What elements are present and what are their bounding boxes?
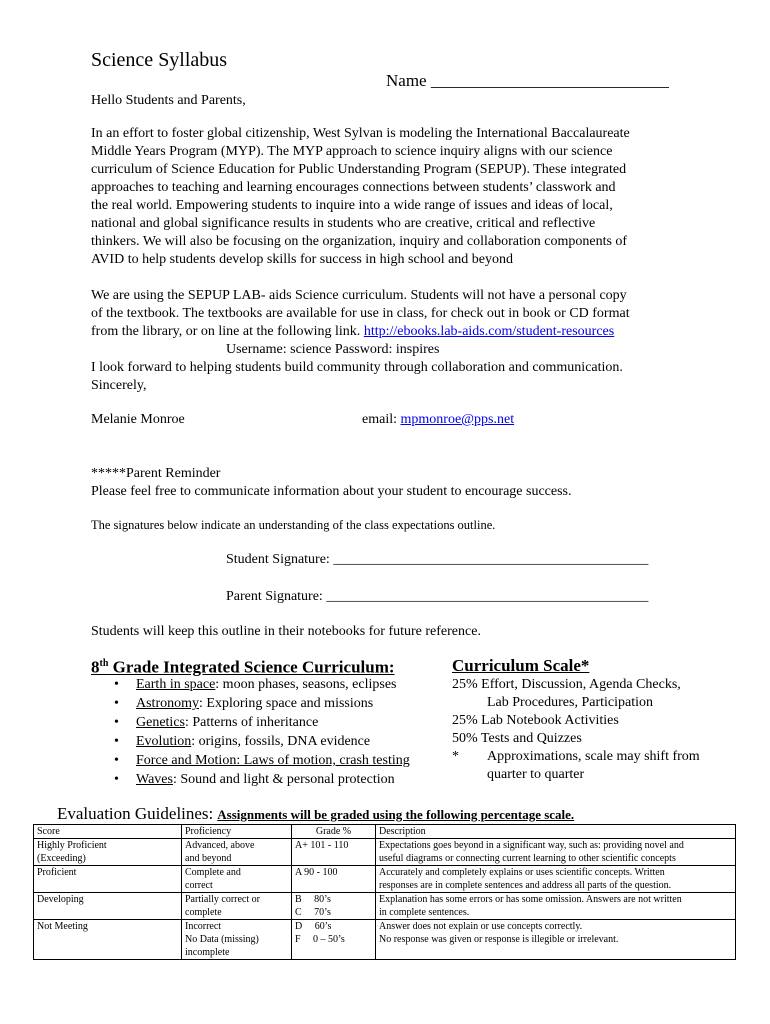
scale-line: 25% Effort, Discussion, Agenda Checks, — [452, 677, 681, 692]
cell-line: A+ 101 - 110 — [295, 840, 349, 851]
intro-line: curriculum of Science Education for Public Understanding Program (SEPUP). These integrated — [91, 162, 627, 177]
name-blank: ____________________________ — [430, 71, 669, 90]
cell-line: Not Meeting — [37, 921, 88, 932]
proficiency-cell — [182, 893, 292, 920]
table-row — [34, 920, 736, 960]
cell-line: in complete sentences. — [379, 907, 470, 918]
library-text: from the library, or on line at the following link. — [91, 324, 361, 339]
topic-term: Earth in space — [136, 677, 216, 692]
greeting: Hello Students and Parents, — [91, 93, 246, 108]
sepup-line: We are using the SEPUP LAB- aids Science curriculum. Students will not have a personal copy — [91, 288, 627, 303]
score-cell — [34, 893, 182, 920]
topic-term: Waves — [136, 772, 173, 787]
table-header-row — [34, 825, 736, 839]
description-cell — [376, 839, 736, 866]
topic-desc: : origins, fossils, DNA evidence — [191, 734, 371, 749]
topic-desc: : Patterns of inheritance — [184, 715, 319, 730]
closing-line: I look forward to helping students build community through collaboration and communication. — [91, 360, 623, 375]
header-proficiency: Proficiency — [182, 825, 292, 839]
proficiency-cell — [182, 866, 292, 893]
cell-line: A 90 - 100 — [295, 867, 338, 878]
cell-line: No response was given or response is illegible or irrelevant. — [379, 934, 619, 945]
grade-cell — [292, 920, 376, 960]
email-link[interactable]: mpmonroe@pps.net — [400, 412, 515, 427]
email-line — [362, 411, 514, 429]
teacher-name: Melanie Monroe — [91, 412, 185, 427]
curriculum-heading-text: Grade Integrated Science Curriculum: — [108, 657, 395, 677]
parent-signature-label: Parent Signature: — [226, 589, 323, 604]
grade-number: 8 — [91, 657, 100, 677]
credentials: Username: science Password: inspires — [226, 342, 440, 357]
name-field — [386, 71, 669, 91]
intro-line: approaches to teaching and learning encourages connections between students’ classwork and — [91, 180, 616, 195]
evaluation-title: Evaluation Guidelines: — [57, 804, 214, 823]
grade-suffix: th — [99, 658, 109, 669]
library-line — [91, 323, 681, 341]
intro-paragraph — [91, 125, 681, 269]
intro-line: AVID to help students develop skills for success in high school and beyond — [91, 252, 514, 267]
table-row — [34, 893, 736, 920]
topic-desc: : Sound and light & personal protection — [172, 772, 395, 787]
cell-line: D 60’s — [295, 921, 332, 932]
cell-line: Highly Proficient — [37, 840, 107, 851]
scale-line: 50% Tests and Quizzes — [452, 731, 582, 746]
grade-cell — [292, 839, 376, 866]
student-signature-label: Student Signature: — [226, 552, 330, 567]
cell-line: Incorrect — [185, 921, 222, 932]
sepup-paragraph — [91, 287, 681, 395]
cell-line: Accurately and completely explains or uses scientific concepts. Written — [379, 867, 665, 878]
resources-link[interactable]: http://ebooks.lab-aids.com/student-resources — [363, 324, 615, 339]
intro-line: national and global significance results in students who are creative, critical and reflective — [91, 216, 596, 231]
description-cell — [376, 893, 736, 920]
scale-heading: Curriculum Scale* — [452, 656, 590, 675]
parent-reminder: *****Parent Reminder — [91, 466, 221, 481]
signature-note: The signatures below indicate an understanding of the class expectations outline. — [91, 518, 496, 532]
evaluation-heading — [57, 803, 574, 826]
table-row — [34, 839, 736, 866]
evaluation-table — [33, 824, 736, 960]
sepup-line: of the textbook. The textbooks are available for use in class, for check out in book or CD format — [91, 306, 630, 321]
cell-line: F 0 – 50’s — [295, 934, 345, 945]
cell-line: Explanation has some errors or has some omission. Answers are not written — [379, 894, 682, 905]
cell-line: Partially correct or — [185, 894, 260, 905]
sincerely: Sincerely, — [91, 378, 147, 393]
cell-line: complete — [185, 907, 222, 918]
cell-line: (Exceeding) — [37, 853, 86, 864]
intro-line: the real world. Empowering students to inquire into a wide range of issues and ideas of local, — [91, 198, 613, 213]
cell-line: Advanced, above — [185, 840, 255, 851]
description-cell — [376, 920, 736, 960]
cell-line: useful diagrams or connecting current learning to other scientific concepts — [379, 853, 676, 864]
scale-note: Approximations, scale may shift from — [487, 749, 700, 764]
cell-line: No Data (missing) — [185, 934, 259, 945]
list-item — [114, 770, 410, 789]
score-cell — [34, 839, 182, 866]
page-title: Science Syllabus — [91, 49, 228, 71]
proficiency-cell — [182, 839, 292, 866]
intro-line: thinkers. We will also be focusing on the organization, inquiry and collaboration components of — [91, 234, 628, 249]
intro-line: In an effort to foster global citizenship, West Sylvan is modeling the International Baccalaureate — [91, 126, 630, 141]
parent-signature-line[interactable]: ______________________________________________ — [326, 589, 649, 604]
topic-term: Evolution — [136, 734, 192, 749]
table-row — [34, 866, 736, 893]
email-label: email: — [362, 412, 397, 427]
proficiency-cell — [182, 920, 292, 960]
list-item — [114, 751, 410, 770]
header-grade: Grade % — [292, 825, 376, 839]
reminder-text: Please feel free to communicate information about your student to encourage success. — [91, 484, 572, 499]
student-signature-line[interactable]: _____________________________________________ — [333, 552, 649, 567]
grade-cell — [292, 866, 376, 893]
cell-line: correct — [185, 880, 213, 891]
parent-signature — [226, 588, 648, 606]
name-label: Name — [386, 71, 427, 90]
topic-desc: : moon phases, seasons, eclipses — [215, 677, 397, 692]
student-signature — [226, 551, 648, 569]
topic-term: Genetics — [136, 715, 185, 730]
cell-line: B 80’s — [295, 894, 331, 905]
cell-line: responses are in complete sentences and address all parts of the question. — [379, 880, 672, 891]
evaluation-subtitle: Assignments will be graded using the following percentage scale. — [217, 807, 575, 822]
list-item — [114, 713, 410, 732]
cell-line: C 70’s — [295, 907, 331, 918]
scale-line: Lab Procedures, Participation — [487, 695, 654, 710]
topic-desc: : Exploring space and missions — [199, 696, 374, 711]
list-item — [114, 732, 410, 751]
header-score: Score — [34, 825, 182, 839]
cell-line: incomplete — [185, 947, 230, 958]
cell-line: Developing — [37, 894, 84, 905]
notebook-note: Students will keep this outline in their notebooks for future reference. — [91, 624, 481, 639]
scale-note: quarter to quarter — [487, 767, 585, 782]
score-cell — [34, 920, 182, 960]
list-item — [114, 675, 410, 694]
description-cell — [376, 866, 736, 893]
scale-note-star: * — [452, 749, 459, 764]
cell-line: and beyond — [185, 853, 232, 864]
topic-term: Force and Motion: Laws of motion, crash testing — [136, 753, 410, 768]
list-item — [114, 694, 410, 713]
cell-line: Expectations goes beyond in a significant way, such as: providing novel and — [379, 840, 684, 851]
cell-line: Complete and — [185, 867, 241, 878]
scale-line: 25% Lab Notebook Activities — [452, 713, 619, 728]
cell-line: Answer does not explain or use concepts correctly. — [379, 921, 583, 932]
score-cell — [34, 866, 182, 893]
grade-cell — [292, 893, 376, 920]
header-description: Description — [376, 825, 736, 839]
topic-list — [114, 675, 410, 789]
cell-line: Proficient — [37, 867, 77, 878]
topic-term: Astronomy — [136, 696, 199, 711]
intro-line: Middle Years Program (MYP). The MYP approach to science inquiry aligns with our science — [91, 144, 613, 159]
